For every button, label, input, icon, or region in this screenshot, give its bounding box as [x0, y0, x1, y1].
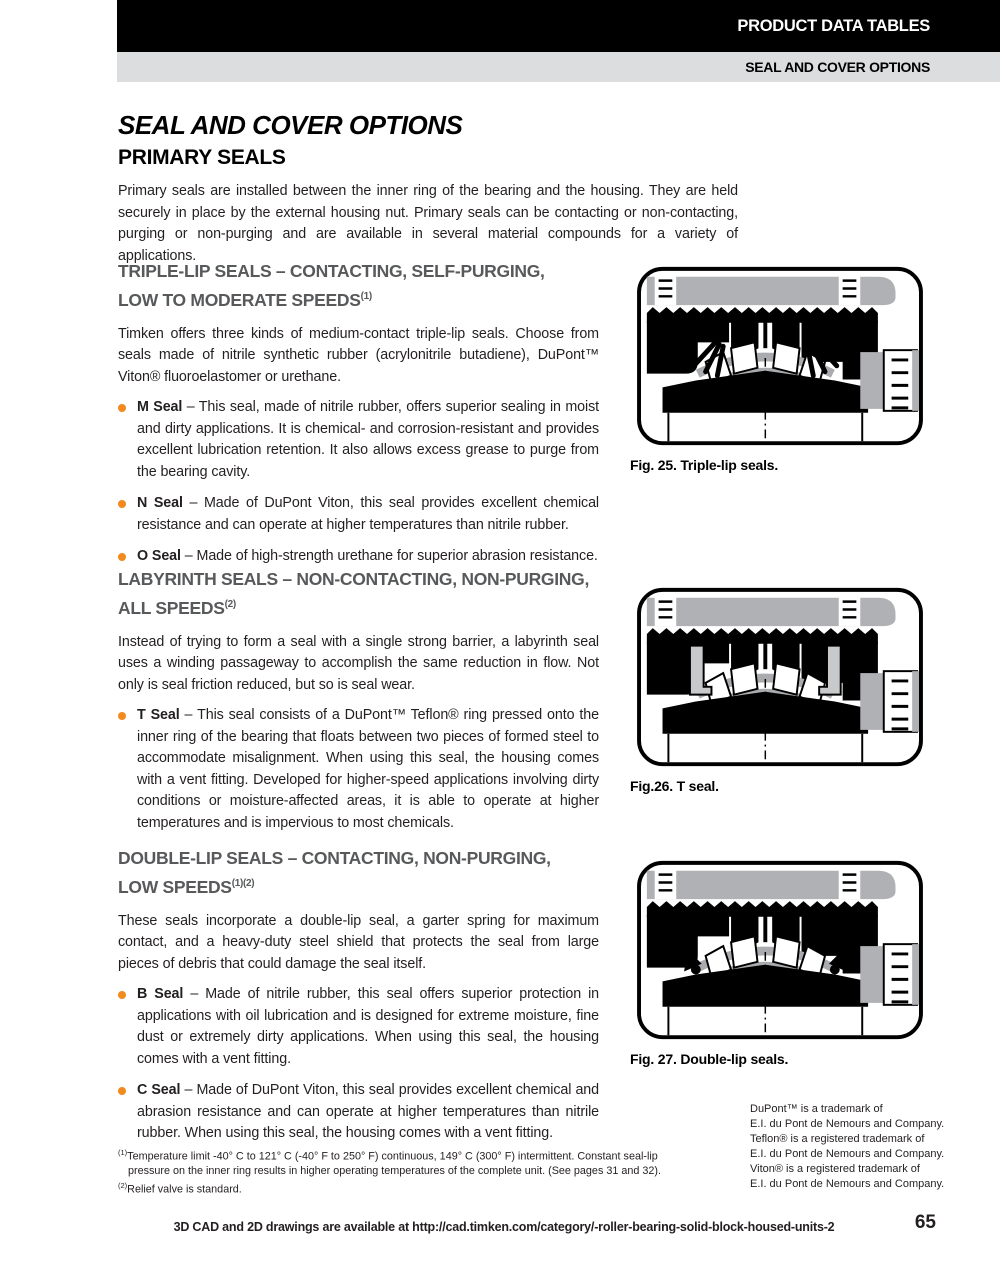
bullet-text: O Seal – Made of high-strength urethane for superior abrasion resistance.	[137, 548, 598, 565]
section-body: These seals incorporate a double-lip seal, a garter spring for maximum contact, and a heavy-duty steel shield that protects the seal from large pieces of debris that could damage the seal itself.	[118, 912, 599, 972]
section-heading-line2: LOW TO MODERATE SPEEDS	[118, 289, 361, 310]
bullet-icon	[118, 553, 126, 561]
figure-t-seal	[630, 585, 930, 794]
seal-name: T Seal	[137, 707, 180, 724]
list-item	[118, 493, 599, 536]
section-body: Timken offers three kinds of medium-contact triple-lip seals. Choose from seals made of nitrile synthetic rubber (acrylonitrile butadiene), DuPont™ Viton® fluoroelastomer or urethane.	[118, 325, 599, 385]
page-subtitle: PRIMARY SEALS	[118, 146, 286, 169]
section-heading	[118, 845, 599, 900]
bullet-icon	[118, 1087, 126, 1095]
seal-name: N Seal	[137, 495, 183, 512]
header-black-band	[117, 0, 1000, 52]
header-band-subtitle: SEAL AND COVER OPTIONS	[745, 59, 930, 75]
section-heading	[118, 566, 599, 621]
bearing-cross-section-triple-lip-icon	[630, 264, 930, 450]
intro-paragraph: Primary seals are installed between the inner ring of the bearing and the housing. They are held securely in place by the external housing nut. Primary seals can be contacting or non-contacting, purging or non-purging and are available in several material compounds for a variety of applications.	[118, 183, 738, 264]
footnotes-block	[118, 1146, 676, 1197]
bullet-icon	[118, 712, 126, 720]
figure-caption: Fig. 25. Triple-lip seals.	[630, 457, 779, 473]
footnote: $^{(2)}$Relief valve is standard.	[118, 1180, 242, 1196]
trademark-line: Viton® is a registered trademark of	[750, 1163, 920, 1175]
section-heading-line1: LABYRINTH SEALS – NON-CONTACTING, NON-PURGING,	[118, 569, 590, 589]
footnote-marker: (1)	[360, 291, 372, 302]
bullet-icon	[118, 404, 126, 412]
section-heading	[118, 258, 599, 313]
bearing-cross-section-double-lip-icon	[630, 858, 930, 1044]
section-heading-line1: TRIPLE-LIP SEALS – CONTACTING, SELF-PURGING,	[118, 261, 545, 281]
bullet-icon	[118, 991, 126, 999]
bullet-text: C Seal – Made of DuPont Viton, this seal provides excellent chemical and abrasion resistance and can operate at higher temperatures than nitrile rubber. When using this seal, the housing comes with a vent fitting.	[137, 1082, 599, 1142]
trademark-line: Teflon® is a registered trademark of	[750, 1133, 925, 1145]
list-item	[118, 984, 599, 1070]
seal-name: C Seal	[137, 1082, 181, 1099]
bullet-text: B Seal – Made of nitrile rubber, this seal offers superior protection in applications with oil lubrication and is designed for extreme moisture, fine dust or extremely dirty applications. When using this seal, the housing comes with a vent fitting.	[137, 986, 600, 1067]
trademark-line: DuPont™ is a trademark of	[750, 1103, 883, 1115]
bullet-text: T Seal – This seal consists of a DuPont™ Teflon® ring pressed onto the inner ring of the bearing that floats between two pieces of formed steel to accommodate misalignment. When using this seal, the housing comes with a vent fitting. Developed for higher-speed applications involving dirty conditions or moisture-affected areas, it is able to operate at higher temperatures and is impervious to most chemicals.	[137, 707, 599, 831]
figure-triple-lip-seals	[630, 264, 930, 473]
header-gray-band	[117, 52, 1000, 82]
page-title: SEAL AND COVER OPTIONS	[118, 110, 463, 140]
list-item	[118, 705, 599, 834]
figure-caption: Fig.26. T seal.	[630, 778, 719, 794]
trademark-line: E.I. du Pont de Nemours and Company.	[750, 1118, 945, 1130]
trademark-line: E.I. du Pont de Nemours and Company.	[750, 1148, 945, 1160]
section-double-lip-seals	[118, 845, 599, 1155]
page-number: 65	[914, 1212, 936, 1233]
footnote-marker: (2)	[118, 1180, 128, 1190]
figure-double-lip-seals	[630, 858, 930, 1067]
bullet-icon	[118, 500, 126, 508]
list-item	[118, 1080, 599, 1145]
list-item	[118, 397, 599, 483]
section-heading-line2: ALL SPEEDS	[118, 597, 225, 618]
section-body: Instead of trying to form a seal with a single strong barrier, a labyrinth seal uses a winding passageway to accomplish the same reduction in flow. Not only is seal friction reduced, but so is seal wear.	[118, 633, 599, 693]
section-heading-line2: LOW SPEEDS	[118, 876, 232, 897]
trademark-notes	[750, 1102, 944, 1192]
footer-cad-link[interactable]: 3D CAD and 2D drawings are available at http://cad.timken.com/category/-roller-bearing-solid-block-housed-units-2	[173, 1220, 835, 1234]
footnote: $^{(1)}$Temperature limit -40° C to 121° C (-40° F to 250° F) continuous, 149° C (300° F) intermittent. Constant seal-lip pressure on the inner ring results in higher operating temperatures of the complete unit. (See pages 31 and 32).	[118, 1148, 661, 1178]
bearing-cross-section-t-seal-icon	[630, 585, 930, 771]
seal-name: O Seal	[137, 548, 181, 565]
section-triple-lip-seals	[118, 258, 599, 578]
seal-name: B Seal	[137, 986, 184, 1003]
footnote-marker: (2)	[224, 599, 236, 610]
footnote-marker: (1)	[118, 1148, 128, 1157]
footnote-marker: (1)(2)	[231, 878, 255, 889]
bullet-list	[118, 984, 599, 1145]
bullet-list	[118, 705, 599, 834]
bullet-text: M Seal – This seal, made of nitrile rubber, offers superior sealing in moist and dirty applications. It is chemical- and corrosion-resistant and provides excellent lubrication retention. It also allows excess grease to purge from the bearing cavity.	[137, 399, 599, 480]
list-item	[118, 546, 599, 568]
section-heading-line1: DOUBLE-LIP SEALS – CONTACTING, NON-PURGING,	[118, 848, 551, 868]
bullet-list	[118, 397, 599, 568]
header-band-title: PRODUCT DATA TABLES	[737, 16, 930, 35]
trademark-line: E.I. du Pont de Nemours and Company.	[750, 1178, 945, 1190]
section-labyrinth-seals	[118, 566, 599, 844]
seal-name: M Seal	[137, 399, 183, 416]
bullet-text: N Seal – Made of DuPont Viton, this seal provides excellent chemical resistance and can operate at higher temperatures than nitrile rubber.	[137, 495, 599, 533]
figure-caption: Fig. 27. Double-lip seals.	[630, 1051, 789, 1067]
